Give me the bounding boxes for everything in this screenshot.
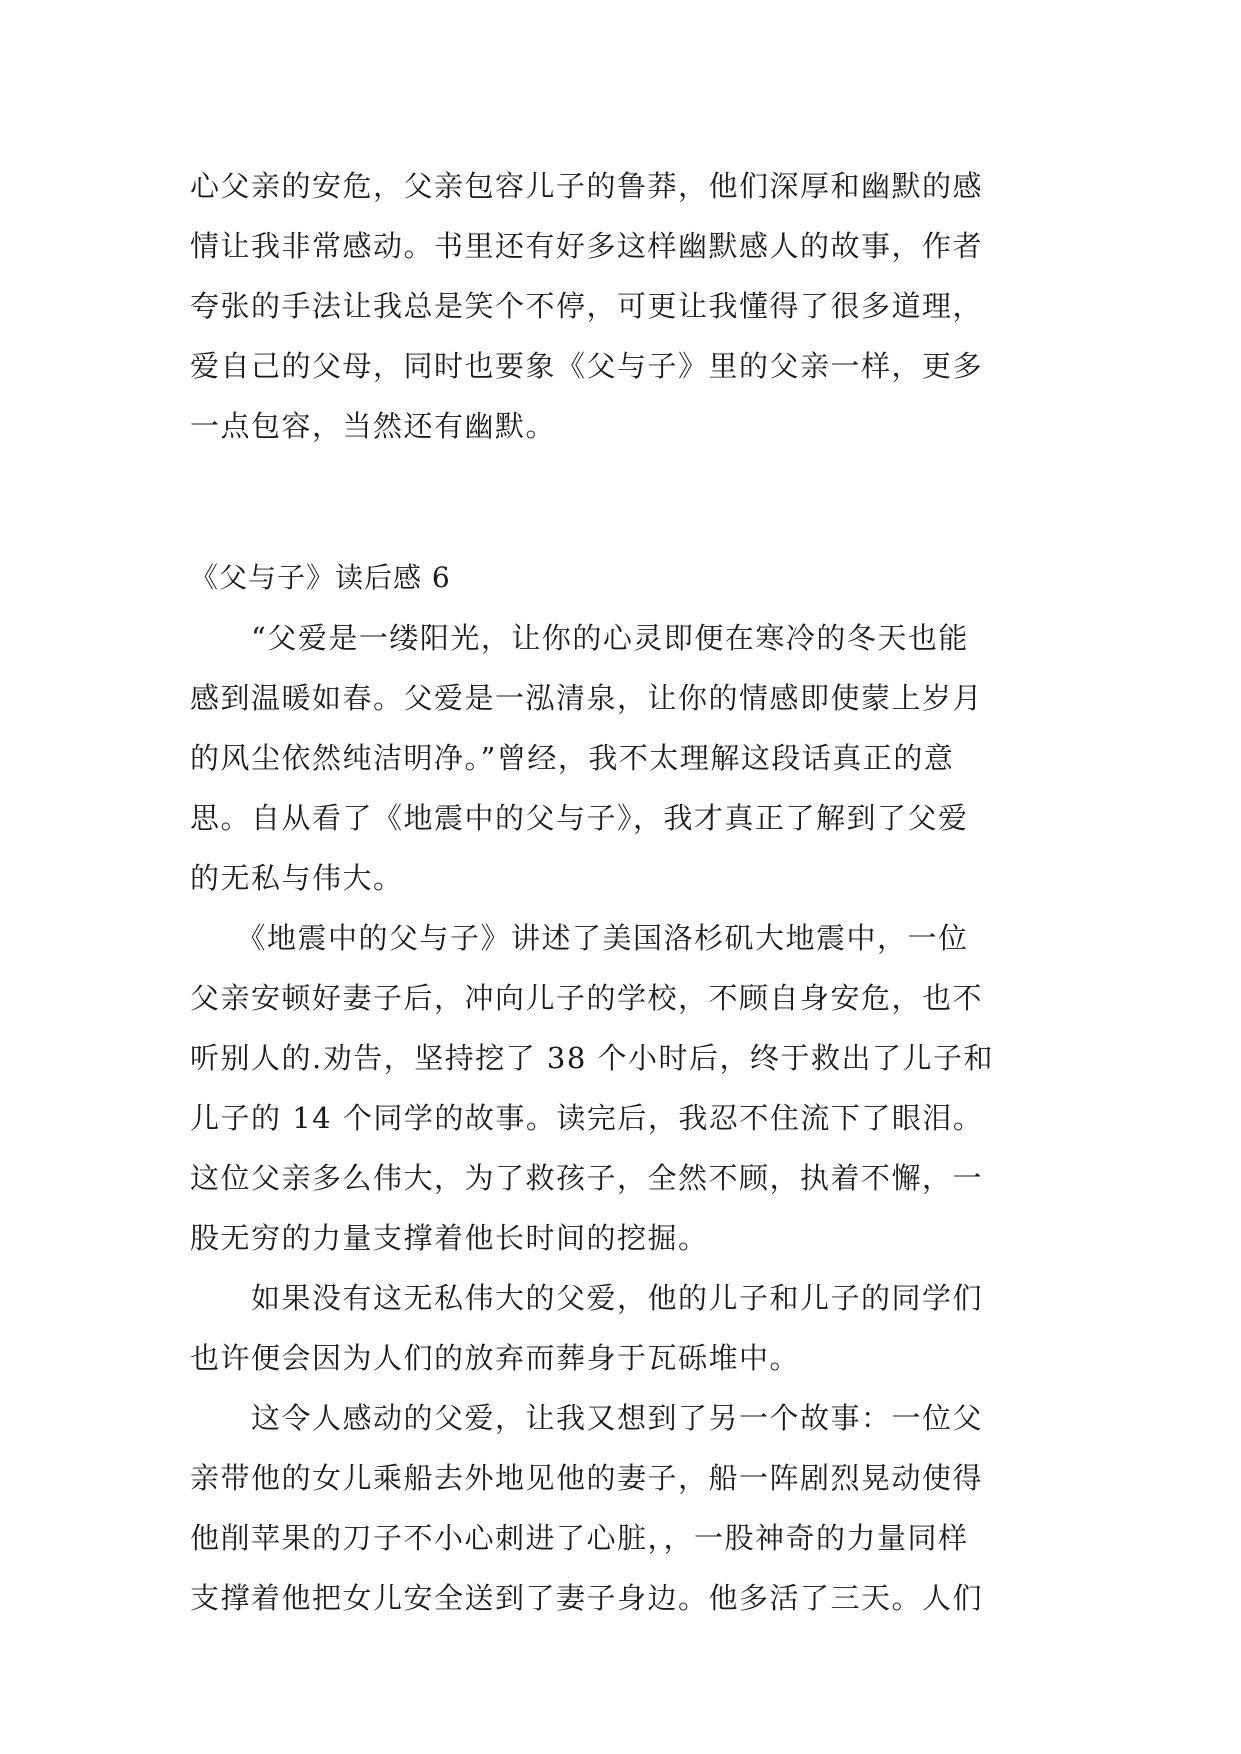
text-line: 一点包容，当然还有幽默。 [190, 409, 557, 443]
text-line: 的无私与伟大。 [190, 861, 404, 895]
text-line: 他削苹果的刀子不小心刺进了心脏，，一股神奇的力量同样 [190, 1521, 969, 1555]
text-line: 听别人的.劝告，坚持挖了 38 个小时后，终于救出了儿子和 [190, 1041, 995, 1075]
essay-body [190, 608, 1070, 1628]
text-line: 夸张的手法让我总是笑个不停，可更让我懂得了很多道理， [190, 289, 984, 323]
text-line: 股无穷的力量支撑着他长时间的挖掘。 [190, 1221, 709, 1255]
text-line: 的风尘依然纯洁明净。”曾经，我不太理解这段话真正的意 [190, 741, 955, 775]
text-line: 《地震中的父与子》讲述了美国洛杉矶大地震中，一位 [190, 921, 969, 955]
text-line: 父亲安顿好妻子后，冲向儿子的学校，不顾自身安危，也不 [190, 981, 984, 1015]
text-line: 感到温暖如春。父爱是一泓清泉，让你的情感即使蒙上岁月 [190, 681, 984, 715]
text-line: 也许便会因为人们的放弃而葬身于瓦砾堆中。 [190, 1341, 801, 1375]
text-line: 这令人感动的父爱，让我又想到了另一个故事：一位父 [190, 1401, 984, 1435]
text-line: 这位父亲多么伟大，为了救孩子，全然不顾，执着不懈，一 [190, 1161, 984, 1195]
text-line: 支撑着他把女儿安全送到了妻子身边。他多活了三天。人们 [190, 1581, 984, 1615]
text-line: 亲带他的女儿乘船去外地见他的妻子，船一阵剧烈晃动使得 [190, 1461, 984, 1495]
text-line: 儿子的 14 个同学的故事。读完后，我忍不住流下了眼泪。 [190, 1101, 984, 1135]
text-line: “父爱是一缕阳光，让你的心灵即便在寒冷的冬天也能 [190, 621, 969, 655]
text-line: 如果没有这无私伟大的父爱，他的儿子和儿子的同学们 [190, 1281, 984, 1315]
section-gap [190, 456, 1070, 548]
text-line: 思。自从看了《地震中的父与子》，我才真正了解到了父爱 [190, 801, 969, 835]
document-body [190, 156, 1070, 1628]
text-line: 爱自己的父母，同时也要象《父与子》里的父亲一样，更多 [190, 349, 984, 383]
section-title: 《父与子》读后感 6 [190, 561, 451, 594]
text-line: 情让我非常感动。书里还有好多这样幽默感人的故事，作者 [190, 229, 984, 263]
text-line: 心父亲的安危，父亲包容儿子的鲁莽，他们深厚和幽默的感 [190, 169, 984, 203]
intro-paragraph [190, 156, 1070, 456]
